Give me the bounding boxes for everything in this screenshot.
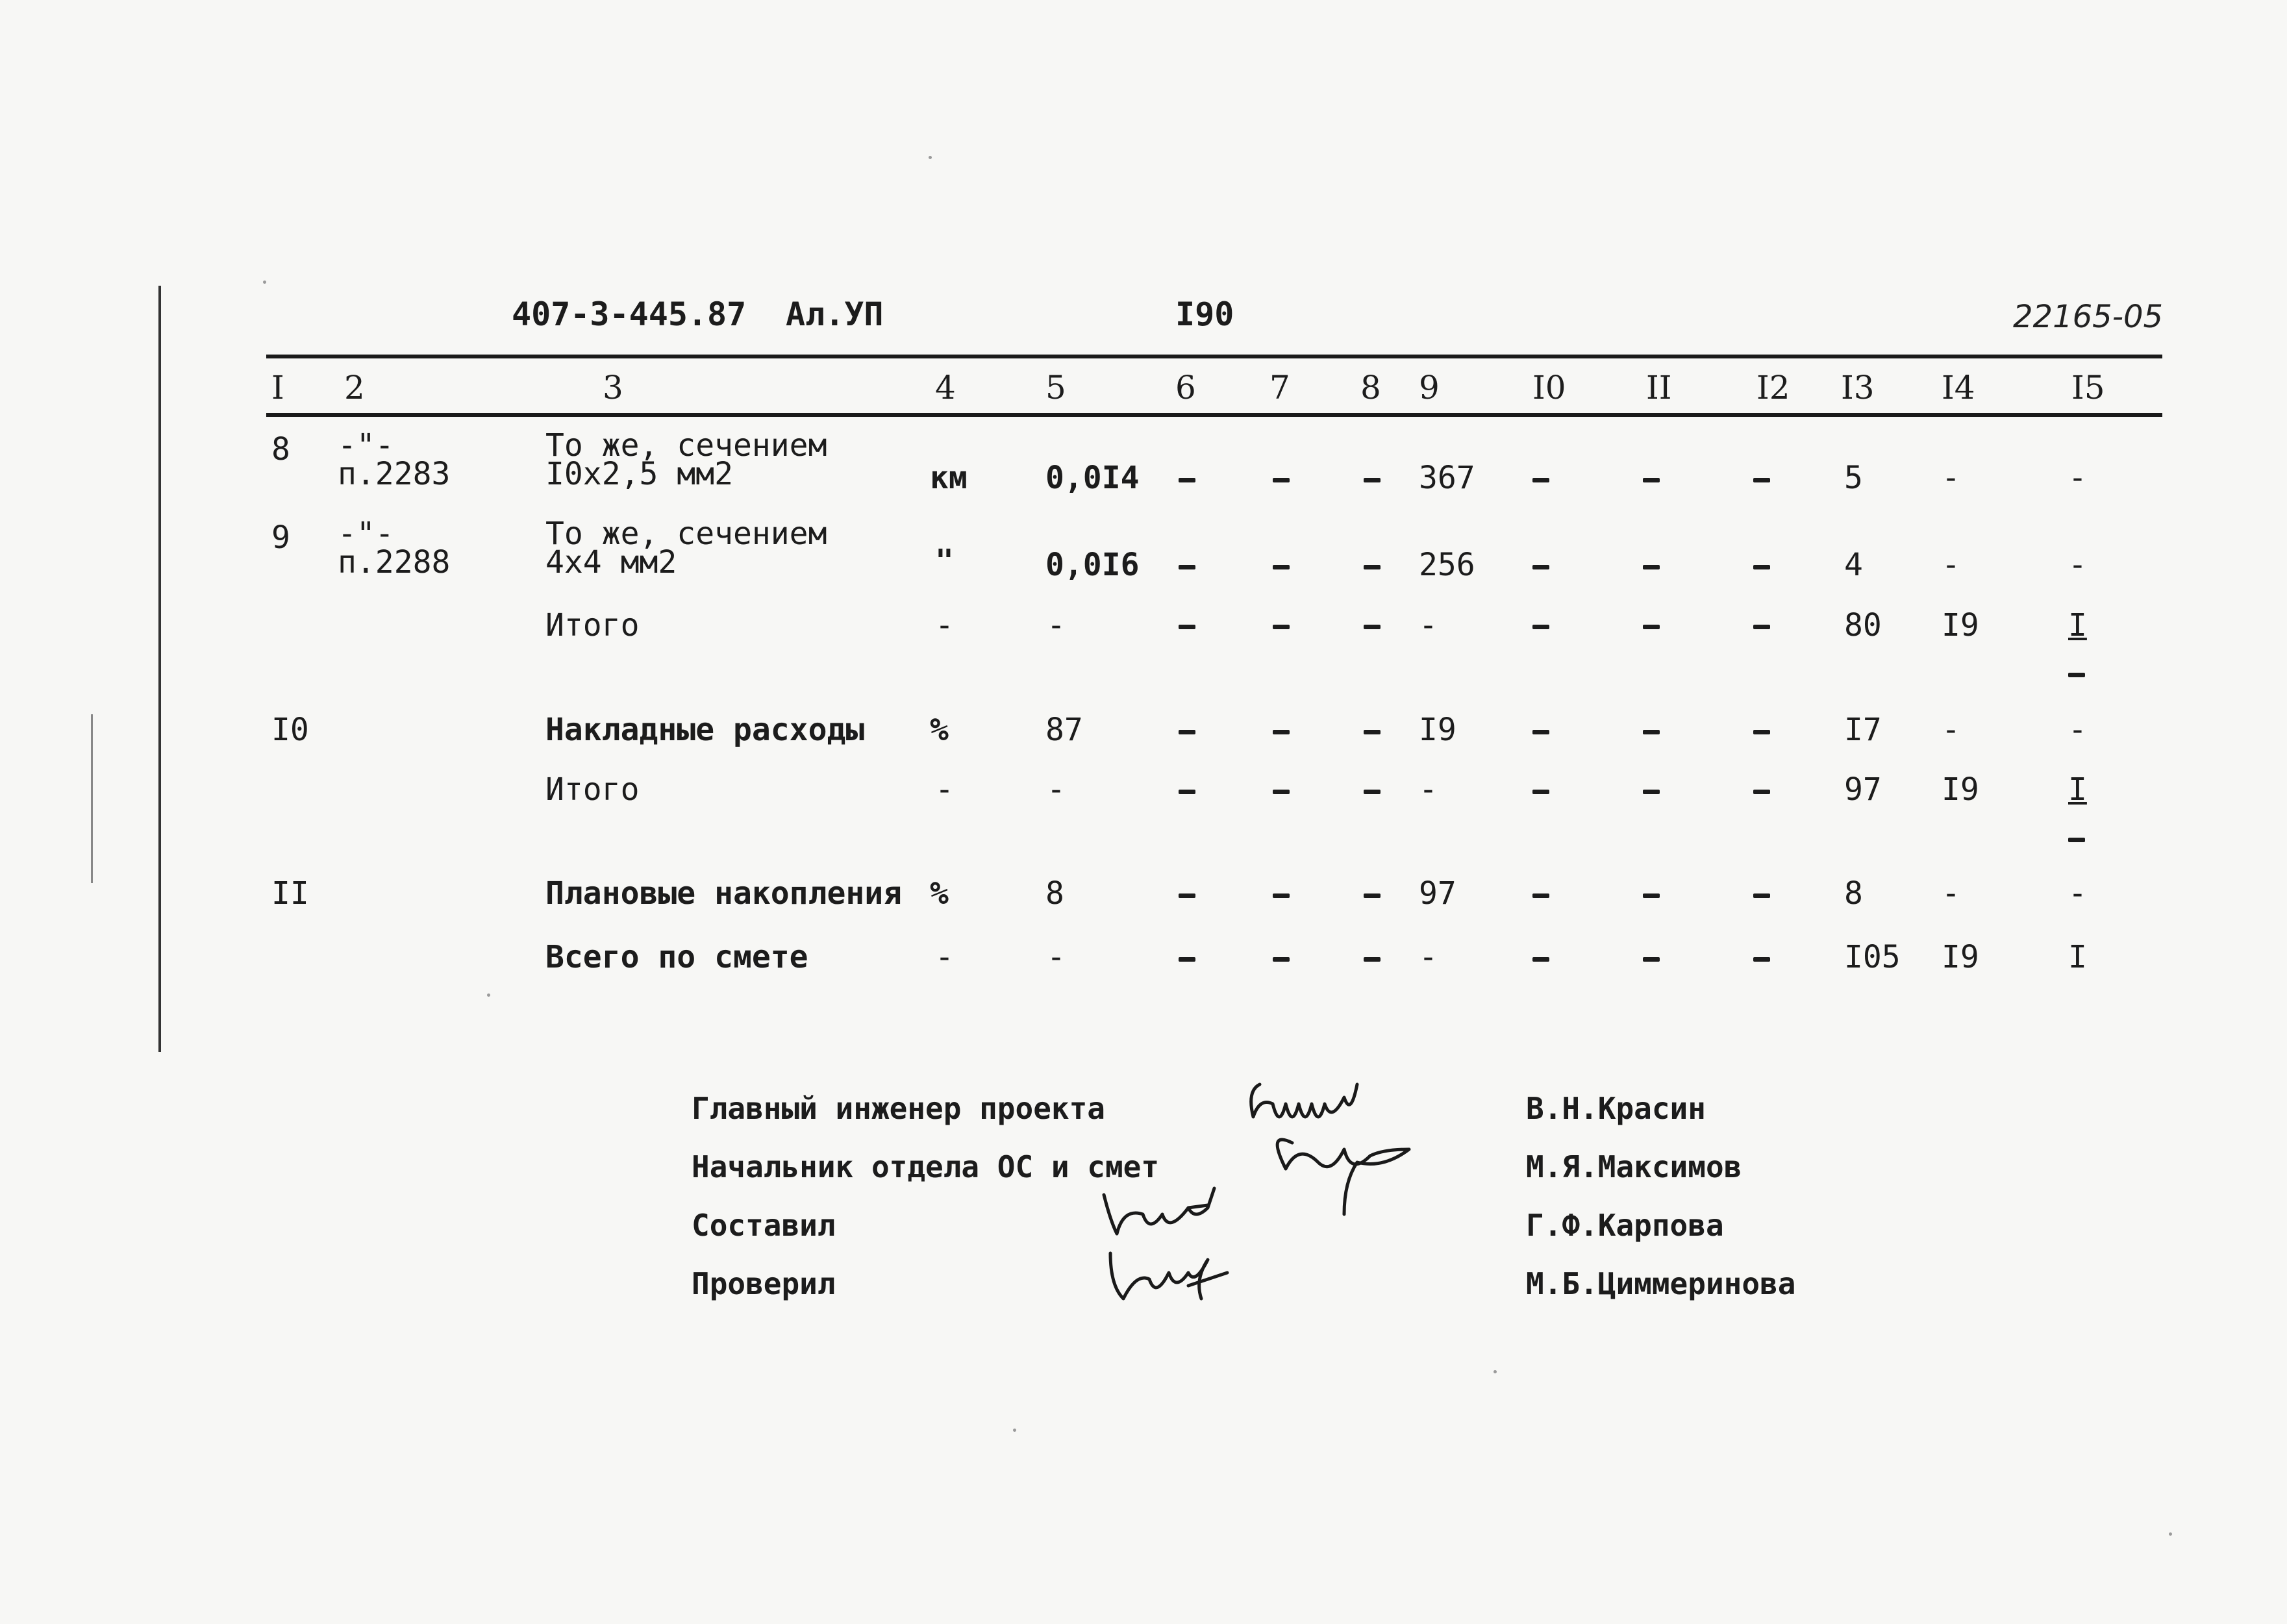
signature-role: Проверил bbox=[692, 1266, 836, 1301]
signature-role: Составил bbox=[692, 1208, 836, 1243]
col13-value: 97 bbox=[1844, 771, 1882, 808]
col5-value: 87 bbox=[1045, 712, 1083, 748]
unit: - bbox=[935, 771, 954, 808]
dash bbox=[1753, 893, 1770, 898]
column-number: I5 bbox=[2071, 369, 2105, 406]
description: Итого bbox=[545, 607, 640, 643]
dash bbox=[1364, 625, 1381, 629]
dash bbox=[1753, 790, 1770, 794]
dash bbox=[1643, 790, 1660, 794]
col14-value: I9 bbox=[1942, 939, 1979, 975]
col15-value: I bbox=[2068, 939, 2087, 975]
signature-stroke bbox=[1110, 1253, 1227, 1299]
dash bbox=[1273, 478, 1290, 482]
signature-stroke bbox=[1104, 1188, 1214, 1234]
dash bbox=[1364, 893, 1381, 898]
signature-name: Г.Ф.Карпова bbox=[1526, 1208, 1724, 1243]
paper-speck bbox=[263, 281, 266, 284]
album-number: Ал.УП bbox=[786, 295, 884, 333]
dash bbox=[1532, 730, 1549, 734]
col9-value: 367 bbox=[1419, 460, 1475, 496]
dash bbox=[1532, 957, 1549, 962]
dash bbox=[1643, 957, 1660, 962]
paper-speck bbox=[2169, 1532, 2172, 1536]
column-number: 3 bbox=[603, 369, 623, 406]
reference: -"- п.2288 bbox=[338, 516, 451, 581]
col14-value: I9 bbox=[1942, 607, 1979, 643]
dash bbox=[1532, 790, 1549, 794]
page-number: I90 bbox=[1175, 295, 1234, 333]
unit: км bbox=[930, 460, 968, 496]
dash bbox=[1179, 565, 1195, 569]
dash bbox=[1753, 565, 1770, 569]
col14-value: I9 bbox=[1942, 771, 1979, 808]
col5-value: - bbox=[1047, 771, 1066, 808]
description: Всего по смете bbox=[545, 939, 808, 975]
dash bbox=[1753, 957, 1770, 962]
dash bbox=[2068, 673, 2085, 677]
dash bbox=[1273, 625, 1290, 629]
col9-value: - bbox=[1419, 607, 1438, 643]
description: Плановые накопления bbox=[545, 875, 903, 912]
column-number: I bbox=[271, 369, 284, 406]
dash bbox=[1643, 730, 1660, 734]
col15-value: I bbox=[2068, 607, 2087, 643]
header-rule-bottom bbox=[266, 413, 2162, 417]
left-margin-tick bbox=[91, 714, 93, 883]
row-number: 9 bbox=[271, 519, 290, 556]
signature-name: В.Н.Красин bbox=[1526, 1091, 1706, 1126]
handwritten-signatures bbox=[1078, 1058, 1506, 1318]
col5-value: 0,0I4 bbox=[1045, 460, 1140, 496]
paper-speck bbox=[1493, 1370, 1497, 1373]
document-code: 407-3-445.87 bbox=[512, 295, 747, 333]
dash bbox=[1643, 565, 1660, 569]
dash bbox=[1364, 565, 1381, 569]
col13-value: 5 bbox=[1844, 460, 1863, 496]
column-number: I2 bbox=[1756, 369, 1790, 406]
col15-value: - bbox=[2068, 547, 2087, 583]
col5-value: 0,0I6 bbox=[1045, 547, 1140, 583]
paper-speck bbox=[487, 993, 490, 997]
dash bbox=[1364, 790, 1381, 794]
dash bbox=[1179, 893, 1195, 898]
signature-name: М.Б.Циммеринова bbox=[1526, 1266, 1796, 1301]
dash bbox=[1753, 625, 1770, 629]
column-number: I3 bbox=[1841, 369, 1875, 406]
column-number: 9 bbox=[1419, 369, 1440, 406]
col15-value: I bbox=[2068, 771, 2087, 808]
col15-value: - bbox=[2068, 460, 2087, 496]
col13-value: 80 bbox=[1844, 607, 1882, 643]
dash bbox=[1273, 565, 1290, 569]
column-number: 4 bbox=[935, 369, 956, 406]
column-number: I0 bbox=[1532, 369, 1566, 406]
signature-stroke bbox=[1251, 1084, 1357, 1117]
dash bbox=[1179, 790, 1195, 794]
dash bbox=[1364, 730, 1381, 734]
dash bbox=[1273, 730, 1290, 734]
col15-value: - bbox=[2068, 712, 2087, 748]
dash bbox=[1179, 625, 1195, 629]
dash bbox=[1643, 478, 1660, 482]
col9-value: I9 bbox=[1419, 712, 1456, 748]
dash bbox=[1179, 478, 1195, 482]
paper-speck bbox=[929, 156, 932, 159]
dash bbox=[1532, 893, 1549, 898]
col5-value: 8 bbox=[1045, 875, 1064, 912]
col13-value: I7 bbox=[1844, 712, 1882, 748]
col14-value: - bbox=[1942, 875, 1960, 912]
signature-stroke bbox=[1277, 1140, 1409, 1214]
row-number: I0 bbox=[271, 712, 309, 748]
col13-value: 4 bbox=[1844, 547, 1863, 583]
dash bbox=[1643, 893, 1660, 898]
row-number: II bbox=[271, 875, 309, 912]
column-number: II bbox=[1646, 369, 1672, 406]
dash bbox=[1753, 478, 1770, 482]
dash bbox=[1273, 957, 1290, 962]
col9-value: 256 bbox=[1419, 547, 1475, 583]
description: Накладные расходы bbox=[545, 712, 865, 748]
unit: % bbox=[930, 712, 949, 748]
unit: % bbox=[930, 875, 949, 912]
column-number: 5 bbox=[1045, 369, 1066, 406]
signature-role: Начальник отдела ОС и смет bbox=[692, 1149, 1160, 1184]
col13-value: 8 bbox=[1844, 875, 1863, 912]
dash bbox=[1753, 730, 1770, 734]
col9-value: - bbox=[1419, 939, 1438, 975]
col5-value: - bbox=[1047, 939, 1066, 975]
dash bbox=[1179, 730, 1195, 734]
column-number: 8 bbox=[1360, 369, 1381, 406]
column-number: 6 bbox=[1175, 369, 1196, 406]
col14-value: - bbox=[1942, 712, 1960, 748]
col9-value: - bbox=[1419, 771, 1438, 808]
archive-code: 22165-05 bbox=[2013, 299, 2164, 335]
col13-value: I05 bbox=[1844, 939, 1901, 975]
dash bbox=[1532, 565, 1549, 569]
header-rule-top bbox=[266, 355, 2162, 358]
unit: " bbox=[935, 543, 954, 579]
left-margin-line bbox=[158, 286, 161, 1052]
column-number: 2 bbox=[344, 369, 365, 406]
unit: - bbox=[935, 939, 954, 975]
col14-value: - bbox=[1942, 547, 1960, 583]
signature-role: Главный инженер проекта bbox=[692, 1091, 1105, 1126]
dash bbox=[2068, 838, 2085, 842]
dash bbox=[1273, 790, 1290, 794]
description: То же, сечением 4x4 мм2 bbox=[545, 516, 827, 581]
dash bbox=[1179, 957, 1195, 962]
description: Итого bbox=[545, 771, 640, 808]
unit: - bbox=[935, 607, 954, 643]
column-number: I4 bbox=[1942, 369, 1975, 406]
column-number: 7 bbox=[1269, 369, 1290, 406]
col15-value: - bbox=[2068, 875, 2087, 912]
dash bbox=[1532, 625, 1549, 629]
dash bbox=[1273, 893, 1290, 898]
paper-speck bbox=[1013, 1429, 1016, 1432]
dash bbox=[1532, 478, 1549, 482]
col14-value: - bbox=[1942, 460, 1960, 496]
col5-value: - bbox=[1047, 607, 1066, 643]
col9-value: 97 bbox=[1419, 875, 1456, 912]
dash bbox=[1364, 478, 1381, 482]
row-number: 8 bbox=[271, 431, 290, 468]
reference: -"- п.2283 bbox=[338, 427, 451, 492]
signature-name: М.Я.Максимов bbox=[1526, 1149, 1742, 1184]
description: То же, сечением I0x2,5 мм2 bbox=[545, 427, 827, 492]
dash bbox=[1643, 625, 1660, 629]
dash bbox=[1364, 957, 1381, 962]
